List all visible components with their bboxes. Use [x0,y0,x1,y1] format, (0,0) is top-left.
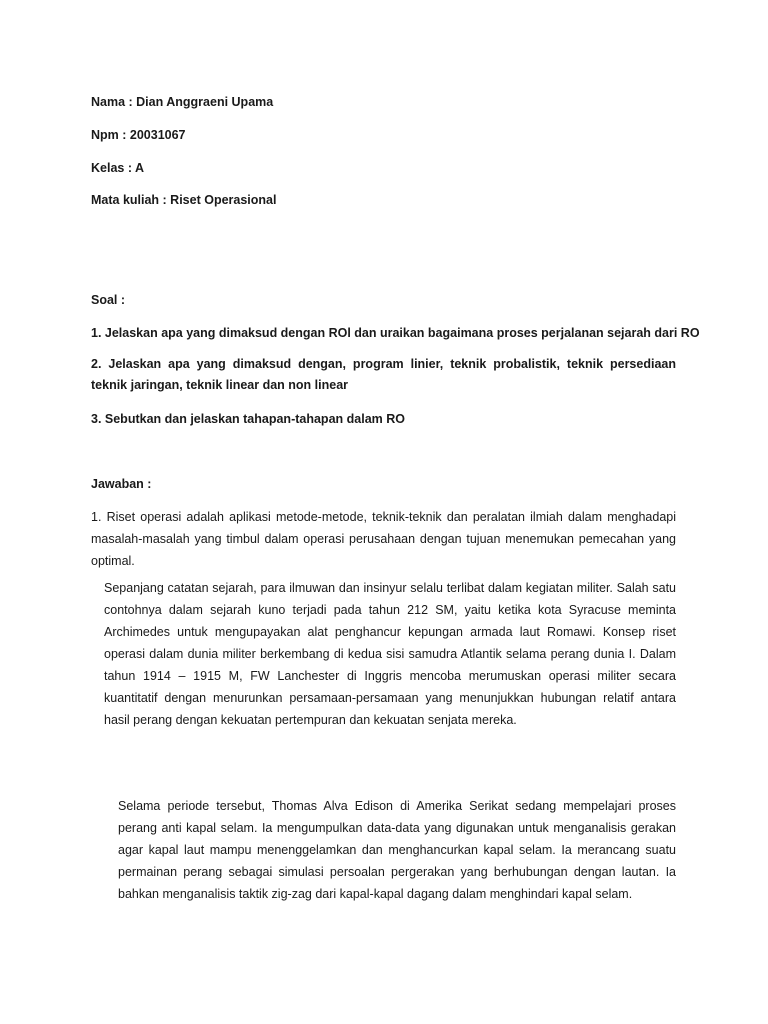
student-class: Kelas : A [91,161,145,175]
soal-heading: Soal : [91,293,126,307]
question-3: 3. Sebutkan dan jelaskan tahapan-tahapan dalam RO [91,412,405,426]
history-paragraph: Sepanjang catatan sejarah, para ilmuwan dan insinyur selalu terlibat dalam kegiatan militer. Salah satu contohnya dalam sejarah kuno terjadi pada tahun 212 SM, yaitu ketika kota Syracuse meminta Archimedes untuk mengupayakan alat penghancur kepungan armada laut Romawi. Konsep riset operasi dalam dunia militer berkembang di kedua sisi samudra Atlantik selama perang dunia I. Dalam tahun 1914 – 1915 M, FW Lanchester di Inggris mencoba merumuskan operasi militer secara kuantitatif dengan menurunkan persamaan-persamaan yang menunjukkan hubungan relatif antara hasil perang dengan kekuatan pertempuran dan kekuatan senjata mereka. [104,581,676,727]
answer-1: 1. Riset operasi adalah aplikasi metode-metode, teknik-teknik dan peralatan ilmiah dalam menghadapi masalah-masalah yang timbul dalam operasi perusahaan dengan tujuan menemukan pemecahan yang optimal. [91,510,676,568]
question-1: 1. Jelaskan apa yang dimaksud dengan ROl dan uraikan bagaimana proses perjalanan sejarah dari RO [91,326,700,340]
question-2: 2. Jelaskan apa yang dimaksud dengan, program linier, teknik probalistik, teknik persediaan teknik jaringan, teknik linear dan non linear [91,357,676,392]
student-name: Nama : Dian Anggraeni Upama [91,95,274,109]
course-name: Mata kuliah : Riset Operasional [91,193,277,207]
edison-paragraph: Selama periode tersebut, Thomas Alva Edison di Amerika Serikat sedang mempelajari proses perang anti kapal selam. Ia mengumpulkan data-data yang digunakan untuk menganalisis gerakan agar kapal laut mampu menenggelamkan dan menghancurkan kapal selam. Ia merancang suatu permainan perang sebagai simulasi persoalan pergerakan yang berhubungan dengan lautan. Ia bahkan menganalisis taktik zig-zag dari kapal-kapal dagang dalam menghindari kapal selam. [118,799,676,901]
student-npm: Npm : 20031067 [91,128,186,142]
jawaban-heading: Jawaban : [91,477,152,491]
